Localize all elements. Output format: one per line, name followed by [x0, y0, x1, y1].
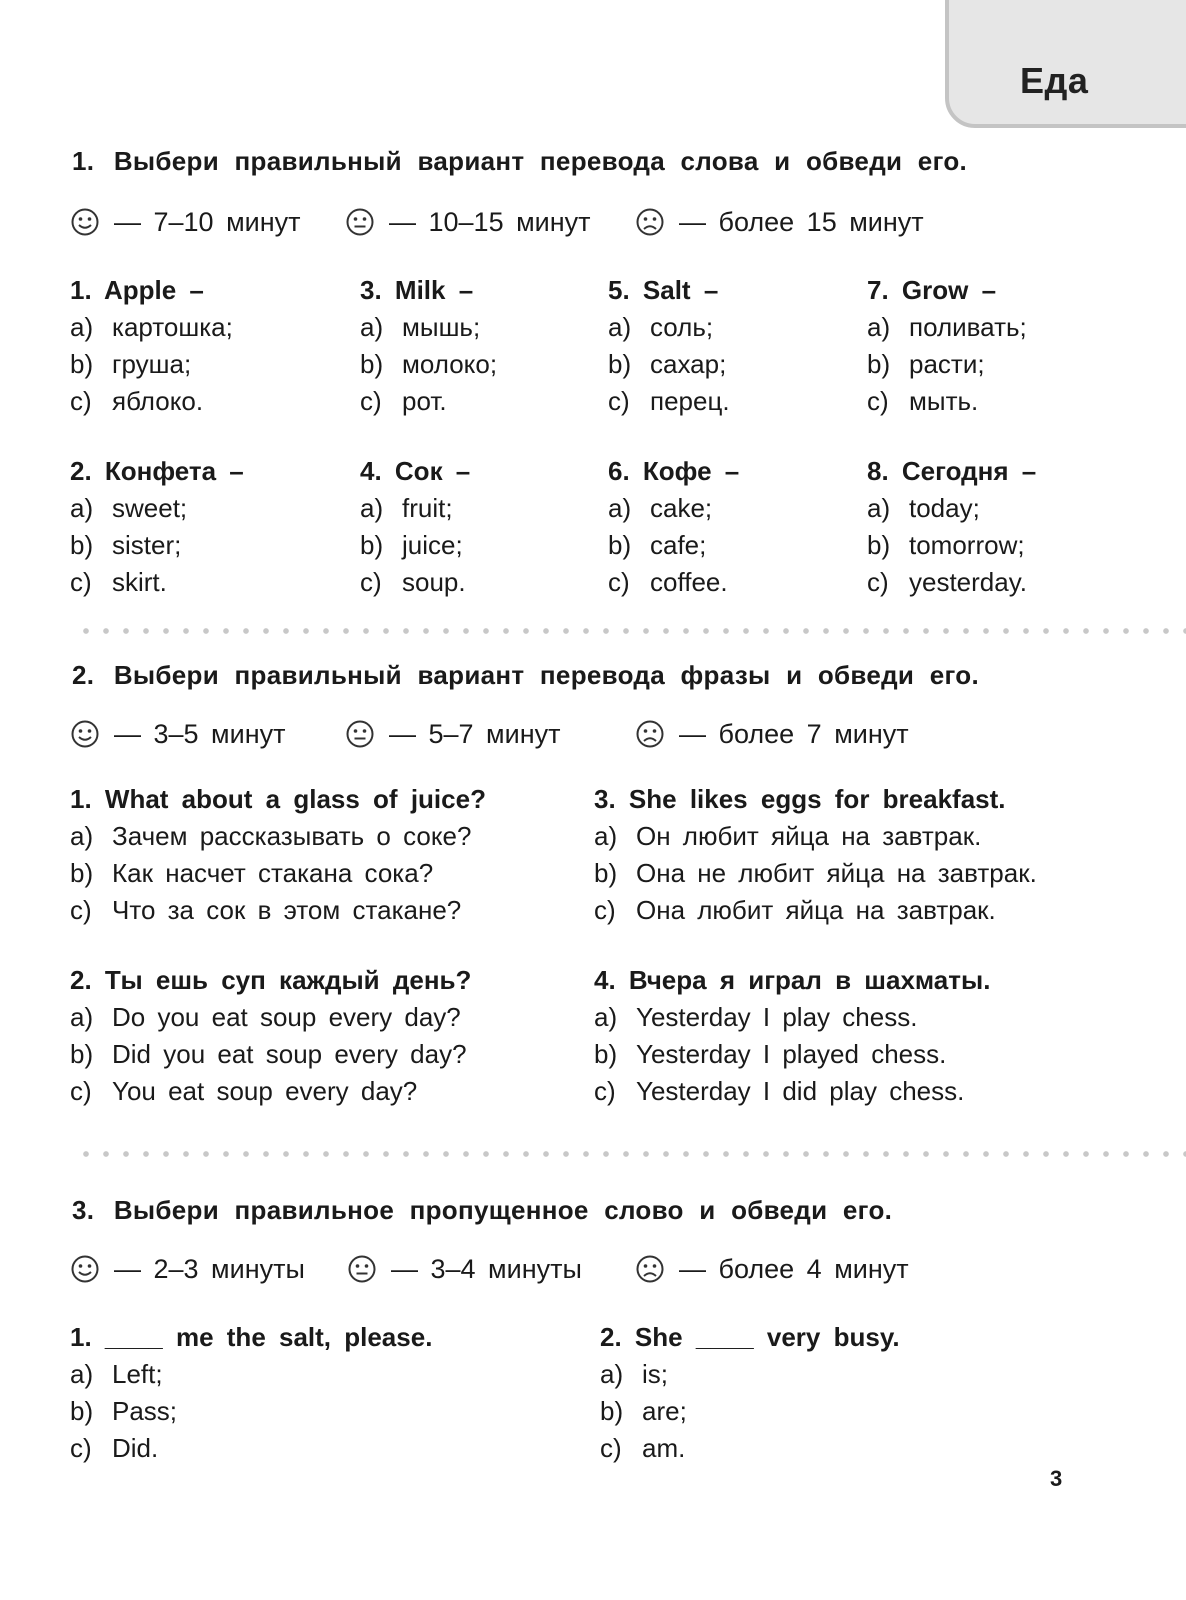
question-prompt: 3. She likes eggs for breakfast. — [594, 784, 1006, 814]
option-b[interactable]: b) Как насчет стакана сока? — [70, 858, 434, 888]
question-block — [608, 453, 739, 601]
option-c[interactable]: c) Она любит яйца на завтрак. — [594, 895, 996, 925]
timing-medium — [345, 207, 591, 238]
question-prompt: 2. Ты ешь суп каждый день? — [70, 965, 472, 995]
option-b[interactable]: b) Pass; — [70, 1396, 178, 1426]
question-block — [70, 453, 244, 601]
option-a[interactable]: a) Зачем рассказывать о соке? — [70, 821, 472, 851]
question-prompt: 6. Кофе – — [608, 456, 740, 486]
question-block — [360, 453, 470, 601]
option-c[interactable]: c) Что за сок в этом стакане? — [70, 895, 462, 925]
option-b[interactable]: b) tomorrow; — [867, 530, 1025, 560]
section-1-heading — [72, 146, 967, 177]
question-prompt: 7. Grow – — [867, 275, 997, 305]
timing-text: — 10–15 минут — [389, 206, 591, 237]
option-b[interactable]: b) молоко; — [360, 349, 498, 379]
neutral-face-icon — [345, 207, 375, 237]
sad-face-icon — [635, 1254, 665, 1284]
timing-fast — [70, 207, 301, 238]
option-c[interactable]: c) мыть. — [867, 386, 979, 416]
question-block — [867, 272, 1027, 420]
question-block — [867, 453, 1036, 601]
timing-text: — более 4 минут — [679, 1253, 909, 1284]
question-prompt: 2. She ____ very busy. — [600, 1322, 900, 1352]
timing-slow — [635, 719, 909, 750]
option-c[interactable]: c) You eat soup every day? — [70, 1076, 418, 1106]
option-b[interactable]: b) sister; — [70, 530, 182, 560]
question-prompt: 8. Сегодня – — [867, 456, 1037, 486]
section-3-heading — [72, 1195, 892, 1226]
sad-face-icon — [635, 207, 665, 237]
timing-text: — более 15 минут — [679, 206, 924, 237]
option-a[interactable]: a) поливать; — [867, 312, 1027, 342]
question-block — [360, 272, 497, 420]
timing-text: — 3–5 минут — [114, 718, 286, 749]
timing-slow — [635, 1254, 909, 1285]
option-c[interactable]: c) soup. — [360, 567, 466, 597]
option-a[interactable]: a) today; — [867, 493, 980, 523]
smiling-face-icon — [70, 1254, 100, 1284]
option-c[interactable]: c) рот. — [360, 386, 447, 416]
question-prompt: 5. Salt – — [608, 275, 719, 305]
question-block — [70, 1319, 432, 1467]
option-a[interactable]: a) Do you eat soup every day? — [70, 1002, 461, 1032]
page-number: 3 — [1050, 1466, 1063, 1491]
question-block — [600, 1319, 900, 1467]
question-prompt: 3. Milk – — [360, 275, 474, 305]
option-a[interactable]: a) is; — [600, 1359, 668, 1389]
section-instruction: Выбери правильный вариант перевода слова и обведи его. — [113, 146, 968, 176]
timing-medium — [347, 1254, 582, 1285]
option-b[interactable]: b) сахар; — [608, 349, 727, 379]
option-b[interactable]: b) Yesterday I played chess. — [594, 1039, 947, 1069]
option-a[interactable]: a) Yesterday I play chess. — [594, 1002, 918, 1032]
option-a[interactable]: a) Он любит яйца на завтрак. — [594, 821, 982, 851]
option-a[interactable]: a) картошка; — [70, 312, 233, 342]
timing-text: — 2–3 минуты — [114, 1253, 305, 1284]
section-instruction: Выбери правильное пропущенное слово и обведи его. — [113, 1195, 893, 1225]
question-block — [594, 962, 990, 1110]
option-b[interactable]: b) cafe; — [608, 530, 707, 560]
question-block — [594, 781, 1037, 929]
option-b[interactable]: b) are; — [600, 1396, 687, 1426]
dotted-divider — [76, 628, 1186, 634]
option-b[interactable]: b) juice; — [360, 530, 463, 560]
option-c[interactable]: c) yesterday. — [867, 567, 1028, 597]
timing-fast — [70, 1254, 305, 1285]
timing-medium — [345, 719, 560, 750]
option-a[interactable]: a) Left; — [70, 1359, 163, 1389]
option-c[interactable]: c) skirt. — [70, 567, 167, 597]
section-number: 2. — [72, 660, 95, 690]
option-c[interactable]: c) Did. — [70, 1433, 159, 1463]
option-c[interactable]: c) am. — [600, 1433, 686, 1463]
question-prompt: 1. ____ me the salt, please. — [70, 1322, 433, 1352]
timing-text: — более 7 минут — [679, 718, 909, 749]
timing-text: — 5–7 минут — [389, 718, 561, 749]
question-block — [70, 962, 471, 1110]
timing-text: — 7–10 минут — [114, 206, 301, 237]
option-b[interactable]: b) Did you eat soup every day? — [70, 1039, 467, 1069]
smiling-face-icon — [70, 719, 100, 749]
smiling-face-icon — [70, 207, 100, 237]
option-c[interactable]: c) Yesterday I did play chess. — [594, 1076, 965, 1106]
section-instruction: Выбери правильный вариант перевода фразы и обведи его. — [113, 660, 979, 690]
question-prompt: 2. Конфета – — [70, 456, 244, 486]
timing-fast — [70, 719, 285, 750]
sad-face-icon — [635, 719, 665, 749]
question-prompt: 1. Apple – — [70, 275, 204, 305]
timing-slow — [635, 207, 924, 238]
question-prompt: 4. Вчера я играл в шахматы. — [594, 965, 991, 995]
option-b[interactable]: b) расти; — [867, 349, 985, 379]
option-a[interactable]: a) sweet; — [70, 493, 188, 523]
option-a[interactable]: a) соль; — [608, 312, 714, 342]
option-a[interactable]: a) fruit; — [360, 493, 453, 523]
timing-text: — 3–4 минуты — [391, 1253, 582, 1284]
section-2-heading — [72, 660, 979, 691]
option-c[interactable]: c) яблоко. — [70, 386, 204, 416]
neutral-face-icon — [345, 719, 375, 749]
question-block — [70, 781, 486, 929]
section-number: 1. — [72, 146, 95, 176]
option-b[interactable]: b) груша; — [70, 349, 192, 379]
question-prompt: 4. Сок – — [360, 456, 471, 486]
option-b[interactable]: b) Она не любит яйца на завтрак. — [594, 858, 1037, 888]
question-prompt: 1. What about a glass of juice? — [70, 784, 486, 814]
question-block — [70, 272, 233, 420]
option-a[interactable]: a) мышь; — [360, 312, 481, 342]
neutral-face-icon — [347, 1254, 377, 1284]
dotted-divider — [76, 1151, 1186, 1157]
option-c[interactable]: c) перец. — [608, 386, 730, 416]
question-block — [608, 272, 730, 420]
section-number: 3. — [72, 1195, 95, 1225]
page-title: Еда — [1020, 60, 1089, 101]
option-c[interactable]: c) coffee. — [608, 567, 728, 597]
option-a[interactable]: a) cake; — [608, 493, 713, 523]
